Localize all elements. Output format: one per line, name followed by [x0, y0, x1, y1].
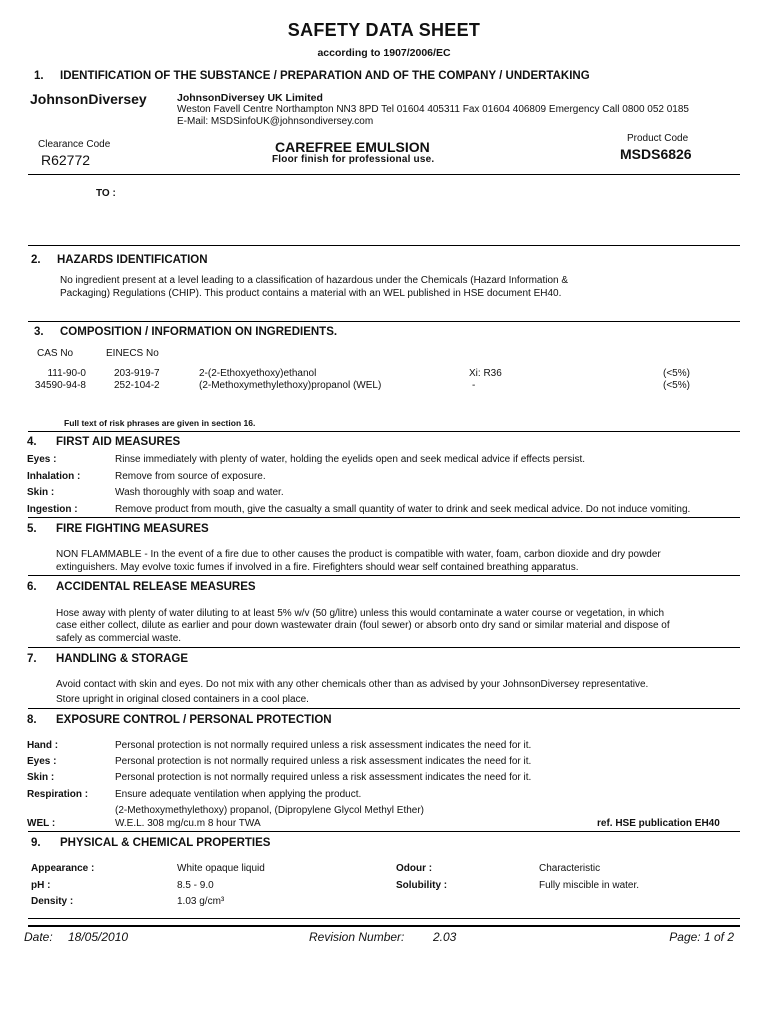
product-name: CAREFREE EMULSION — [275, 139, 430, 155]
odour-label: Odour : — [396, 863, 433, 874]
wel-reference: ref. HSE publication EH40 — [597, 818, 720, 829]
release-text-line: Hose away with plenty of water diluting to at least 5% w/v (50 g/litre) unless this would contaminate a water course or vegetation, in which — [56, 608, 665, 619]
hazards-text-line: No ingredient present at a level leading to a classification of hazardous under the Chemicals (Hazard Information & — [60, 275, 569, 286]
divider — [28, 708, 740, 709]
wel-label: WEL : — [27, 818, 56, 829]
solubility-label: Solubility : — [396, 880, 448, 891]
footer-date: 18/05/2010 — [68, 930, 129, 944]
clearance-code-label: Clearance Code — [38, 139, 111, 150]
clearance-code: R62772 — [41, 152, 91, 168]
footer-rule — [28, 925, 740, 927]
divider — [28, 321, 740, 322]
fire-fighting-text-line: extinguishers. May evolve toxic fumes if involved in a fire. Firefighters should wear self contained breathing apparatus. — [56, 562, 579, 573]
footer-page-number: Page: 1 of 2 — [669, 930, 734, 944]
protection-label: Respiration : — [27, 789, 89, 800]
to-label: TO : — [96, 188, 116, 199]
first-aid-text: Wash thoroughly with soap and water. — [115, 487, 284, 498]
ingredient-classification: Xi: R36 — [469, 368, 502, 379]
footer-revision: 2.03 — [433, 930, 457, 944]
handling-text-line: Avoid contact with skin and eyes. Do not mix with any other chemicals other than as advised by your JohnsonDiversey representative. — [56, 679, 649, 690]
section-6-heading — [27, 581, 727, 595]
protection-label: Skin : — [27, 772, 55, 783]
section-9-heading — [31, 837, 731, 851]
risk-phrases-note: Full text of risk phrases are given in section 16. — [64, 418, 256, 428]
protection-text: Ensure adequate ventilation when applying the product. — [115, 789, 362, 800]
appearance-value: White opaque liquid — [177, 863, 265, 874]
solubility-value: Fully miscible in water. — [539, 880, 640, 891]
release-text-line: safely as commercial waste. — [56, 633, 182, 644]
protection-text: Personal protection is not normally required unless a risk assessment indicates the need for it. — [115, 740, 532, 751]
product-code: MSDS6826 — [620, 146, 692, 162]
ingredient-name: 2-(2-Ethoxyethoxy)ethanol — [199, 368, 317, 379]
divider — [28, 575, 740, 576]
section-number: 3. — [34, 326, 44, 338]
document-subtitle: according to 1907/2006/EC — [317, 47, 451, 59]
product-description: Floor finish for professional use. — [272, 154, 435, 165]
ingredient-einecs: 203-919-7 — [114, 368, 160, 379]
first-aid-label: Eyes : — [27, 454, 57, 465]
section-number: 9. — [31, 837, 41, 849]
section-7-heading — [27, 653, 727, 667]
density-label: Density : — [31, 896, 74, 907]
cas-column-header: CAS No — [37, 348, 74, 359]
section-title: COMPOSITION / INFORMATION ON INGREDIENTS. — [60, 326, 338, 338]
protection-text: Personal protection is not normally required unless a risk assessment indicates the need for it. — [115, 756, 532, 767]
section-1-heading — [34, 70, 734, 84]
wel-substance: (2-Methoxymethylethoxy) propanol, (Dipropylene Glycol Methyl Ether) — [115, 805, 425, 816]
section-number: 1. — [34, 70, 44, 82]
divider — [28, 245, 740, 246]
section-4-heading — [27, 436, 727, 450]
protection-label: Eyes : — [27, 756, 57, 767]
section-2-heading — [31, 254, 731, 268]
section-3-heading — [34, 326, 734, 340]
ingredient-cas: 34590-94-8 — [34, 380, 86, 391]
hazards-text-line: Packaging) Regulations (CHIP). This product contains a material with an WEL published in HSE document EH40. — [60, 288, 562, 299]
first-aid-text: Remove from source of exposure. — [115, 471, 266, 482]
company-email[interactable]: E-Mail: MSDSinfoUK@johnsondiversey.com — [177, 116, 374, 127]
divider — [28, 431, 740, 432]
appearance-label: Appearance : — [31, 863, 95, 874]
odour-value: Characteristic — [539, 863, 601, 874]
ingredient-einecs: 252-104-2 — [114, 380, 160, 391]
first-aid-text: Rinse immediately with plenty of water, holding the eyelids open and seek medical advice if effects persist. — [115, 454, 586, 465]
fire-fighting-text-line: NON FLAMMABLE - In the event of a fire due to other causes the product is compatible with water, foam, carbon dioxide and dry powder — [56, 549, 661, 560]
section-number: 2. — [31, 254, 41, 266]
divider — [28, 831, 740, 832]
first-aid-text: Remove product from mouth, give the casualty a small quantity of water to drink and seek medical advice. Do not induce vomiting. — [115, 504, 691, 515]
section-number: 5. — [27, 523, 37, 535]
release-text-line: case either collect, dilute as earlier and pour down wastewater drain (foul sewer) or absorb onto dry sand or similar material and dispose of — [56, 620, 670, 631]
handling-text-line: Store upright in original closed containers in a cool place. — [56, 694, 309, 705]
ingredient-name: (2-Methoxymethylethoxy)propanol (WEL) — [199, 380, 382, 391]
section-title: HANDLING & STORAGE — [56, 653, 189, 665]
ingredient-concentration: (<5%) — [663, 380, 690, 391]
einecs-column-header: EINECS No — [106, 348, 159, 359]
first-aid-label: Skin : — [27, 487, 55, 498]
divider — [28, 647, 740, 648]
section-title: EXPOSURE CONTROL / PERSONAL PROTECTION — [56, 714, 332, 726]
ingredient-cas: 111-90-0 — [47, 368, 86, 379]
section-number: 7. — [27, 653, 37, 665]
company-address: Weston Favell Centre Northampton NN3 8PD Tel 01604 405311 Fax 01604 406809 Emergency Call 0800 052 0185 — [177, 104, 689, 115]
section-title: HAZARDS IDENTIFICATION — [57, 254, 208, 266]
divider — [28, 517, 740, 518]
divider — [28, 918, 740, 919]
wel-value: W.E.L. 308 mg/cu.m 8 hour TWA — [115, 818, 261, 829]
footer-revision-label: Revision Number: — [309, 930, 405, 944]
footer-date-label: Date: — [24, 930, 53, 944]
first-aid-label: Inhalation : — [27, 471, 81, 482]
section-number: 8. — [27, 714, 37, 726]
section-title: FIRE FIGHTING MEASURES — [56, 523, 209, 535]
first-aid-label: Ingestion : — [27, 504, 78, 515]
section-title: IDENTIFICATION OF THE SUBSTANCE / PREPARATION AND OF THE COMPANY / UNDERTAKING — [60, 70, 590, 82]
section-title: PHYSICAL & CHEMICAL PROPERTIES — [60, 837, 271, 849]
ph-label: pH : — [31, 880, 51, 891]
ph-value: 8.5 - 9.0 — [177, 880, 214, 891]
section-8-heading — [27, 714, 727, 728]
protection-text: Personal protection is not normally required unless a risk assessment indicates the need for it. — [115, 772, 532, 783]
protection-label: Hand : — [27, 740, 59, 751]
ingredient-classification: - — [472, 380, 476, 391]
section-5-heading — [27, 523, 727, 537]
section-number: 6. — [27, 581, 37, 593]
company-name: JohnsonDiversey UK Limited — [177, 92, 323, 104]
company-logo: JohnsonDiversey — [30, 91, 147, 107]
divider — [28, 174, 740, 175]
density-value: 1.03 g/cm³ — [177, 896, 225, 907]
section-title: FIRST AID MEASURES — [56, 436, 181, 448]
section-title: ACCIDENTAL RELEASE MEASURES — [56, 581, 256, 593]
ingredient-concentration: (<5%) — [663, 368, 690, 379]
product-code-label: Product Code — [627, 133, 689, 144]
document-title: SAFETY DATA SHEET — [287, 20, 481, 40]
section-number: 4. — [27, 436, 37, 448]
